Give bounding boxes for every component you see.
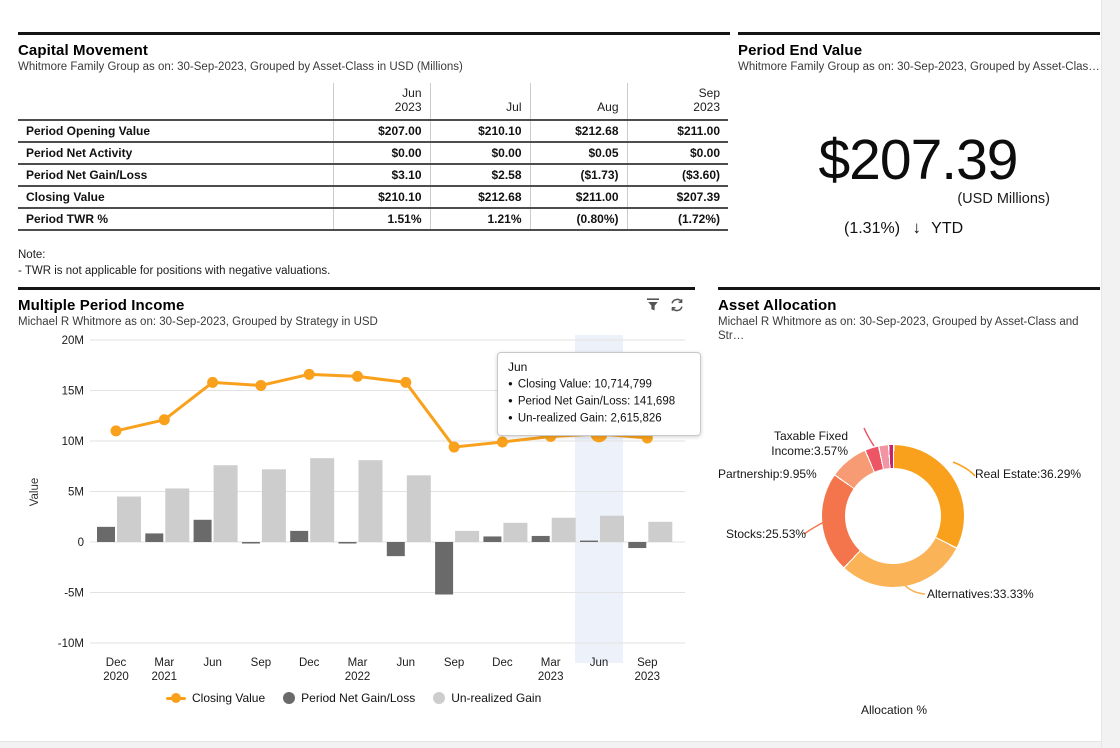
line-point[interactable] [304,369,315,380]
period-end-value: $207.39 [818,128,1018,192]
bar[interactable] [648,522,672,542]
bar[interactable] [552,518,576,542]
row-label: Closing Value [26,190,105,204]
table-cell: $2.58 [430,164,530,186]
table-row [18,142,728,164]
period-end-value-block [774,128,1062,238]
svg-text:-5M: -5M [64,587,84,600]
tooltip-line: ● Un-realized Gain: 2,615,826 [508,412,662,425]
bar[interactable] [455,531,479,542]
svg-text:Sep: Sep [250,657,272,669]
line-point[interactable] [352,371,363,382]
table-header-cell: Aug [530,83,627,120]
svg-text:15M: 15M [61,385,84,398]
table-cell: $210.10 [430,120,530,142]
bar[interactable] [407,475,431,542]
svg-text:Jun: Jun [589,657,609,669]
svg-text:Mar: Mar [154,657,175,669]
table-cell: 1.21% [430,208,530,230]
svg-text:2023: 2023 [537,671,564,683]
donut-label-connectors [718,290,1100,746]
period-end-value-panel [738,32,1100,272]
legend-item[interactable] [283,691,415,705]
slice-label-taxable-fixed-income: Taxable Fixed Income:3.57% [771,429,848,458]
bar[interactable] [262,469,286,542]
svg-text:Sep: Sep [443,657,465,669]
bar[interactable] [339,542,357,544]
table-cell: $207.00 [333,120,430,142]
panel-subtitle: Whitmore Family Group as on: 30-Sep-2023, Grouped by Asset-Class in USD (Millions) [18,61,463,73]
bar[interactable] [290,531,308,542]
panel-title: Capital Movement [18,42,148,59]
panel-subtitle: Whitmore Family Group as on: 30-Sep-2023, Grouped by Asset-Clas… [738,61,1100,73]
table-header-empty [18,83,333,120]
table-header-cell: Jun 2023 [333,83,430,120]
row-label: Period TWR % [26,212,109,226]
period-end-unit: (USD Millions) [957,191,1050,207]
period-change-row [774,218,1062,238]
change-percent: (1.31%) [844,220,901,237]
filter-icon[interactable] [645,297,661,313]
tooltip-line: ● Period Net Gain/Loss: 141,698 [508,395,676,408]
legend-item[interactable] [166,691,265,705]
line-point[interactable] [497,437,508,448]
page-right-margin [1101,0,1120,748]
line-point[interactable] [449,442,460,453]
tooltip-title: Jun [508,360,528,374]
svg-text:20M: 20M [61,335,84,347]
line-point[interactable] [207,377,218,388]
table-cell: ($1.73) [530,164,627,186]
legend-marker [283,692,295,704]
svg-text:Sep: Sep [637,657,658,669]
table-cell: $212.68 [530,120,627,142]
bar[interactable] [117,497,141,542]
slice-label-alternatives: Alternatives:33.33% [927,587,1034,601]
panel-title: Multiple Period Income [18,297,185,314]
bar[interactable] [600,516,624,542]
slice-label-partnership: Partnership:9.95% [718,467,817,481]
svg-text:2020: 2020 [103,671,129,683]
bar[interactable] [310,458,334,542]
svg-text:Dec: Dec [298,657,320,669]
bar[interactable] [503,523,527,542]
panel-title: Period End Value [738,42,863,59]
panel-subtitle: Michael R Whitmore as on: 30-Sep-2023, Grouped by Strategy in USD [18,316,378,328]
bar[interactable] [387,542,405,556]
svg-text:Jun: Jun [203,657,222,669]
refresh-icon[interactable] [669,297,685,313]
svg-text:0: 0 [77,537,84,549]
table-note [18,247,730,279]
legend-marker [166,697,186,700]
slice-label-stocks: Stocks:25.53% [726,527,807,541]
table-cell: 1.51% [333,208,430,230]
bar[interactable] [145,533,163,542]
table-row [18,186,728,208]
bar[interactable] [97,527,115,542]
capital-movement-table [18,83,728,231]
table-cell: $3.10 [333,164,430,186]
table-row [18,120,728,142]
svg-text:Mar: Mar [540,657,561,669]
line-point[interactable] [111,425,122,436]
legend-label: Period Net Gain/Loss [301,691,416,705]
legend-marker [433,692,445,704]
legend-label: Closing Value [192,691,266,705]
chart-tooltip [497,352,701,436]
bar[interactable] [214,465,238,542]
svg-text:5M: 5M [68,486,84,499]
period-label: YTD [931,220,964,237]
svg-text:Dec: Dec [105,657,127,669]
multiple-period-income-panel [18,287,695,743]
table-row [18,164,728,186]
svg-text:Jun: Jun [396,657,416,669]
capital-movement-panel [18,32,730,277]
bar[interactable] [435,542,453,595]
line-point[interactable] [255,380,266,391]
svg-text:2022: 2022 [344,671,371,683]
tooltip-line: ● Closing Value: 10,714,799 [508,378,652,391]
chart-legend [166,691,541,705]
table-header-cell: Jul [430,83,530,120]
table-cell: $0.00 [333,142,430,164]
table-cell: $0.00 [627,142,728,164]
note-body: - TWR is not applicable for positions with negative valuations. [18,265,331,277]
row-label: Period Net Gain/Loss [26,168,148,182]
table-cell: ($3.60) [627,164,728,186]
bar[interactable] [359,460,383,542]
legend-item[interactable] [433,691,541,705]
table-header-cell: Sep 2023 [627,83,728,120]
svg-text:-10M: -10M [57,638,84,650]
bar[interactable] [628,542,646,548]
table-row [18,208,728,230]
row-label: Period Net Activity [26,146,133,160]
table-cell: $210.10 [333,186,430,208]
svg-text:10M: 10M [61,436,84,448]
table-cell: $211.00 [530,186,627,208]
table-cell: (0.80%) [530,208,627,230]
note-title: Note: [18,249,46,261]
down-arrow-icon: ↓ [912,218,921,237]
page-bottom-margin [0,741,1101,748]
slice-label-real-estate: Real Estate:36.29% [975,467,1082,481]
bar[interactable] [194,520,212,542]
line-point[interactable] [159,414,170,425]
table-cell: $0.00 [430,142,530,164]
panel-subtitle: Michael R Whitmore as on: 30-Sep-2023, Grouped by Asset-Class and Str… [718,316,1079,342]
svg-text:Mar: Mar [347,657,368,669]
bar[interactable] [483,536,501,542]
legend-label: Un-realized Gain [451,691,542,705]
table-cell: $0.05 [530,142,627,164]
bar[interactable] [242,542,260,544]
svg-text:Dec: Dec [492,657,513,669]
allocation-footer-label: Allocation % [860,703,928,717]
svg-text:Value: Value [29,477,41,507]
panel-title: Asset Allocation [718,297,837,314]
svg-text:2021: 2021 [151,671,178,683]
table-cell: $207.39 [627,186,728,208]
table-cell: $211.00 [627,120,728,142]
bar[interactable] [532,536,550,542]
row-label: Period Opening Value [26,124,151,138]
bar[interactable] [165,488,189,542]
table-cell: $212.68 [430,186,530,208]
svg-text:2023: 2023 [634,671,661,683]
bar[interactable] [580,541,598,542]
asset-allocation-panel [718,287,1100,743]
line-point[interactable] [400,377,411,388]
table-cell: (1.72%) [627,208,728,230]
